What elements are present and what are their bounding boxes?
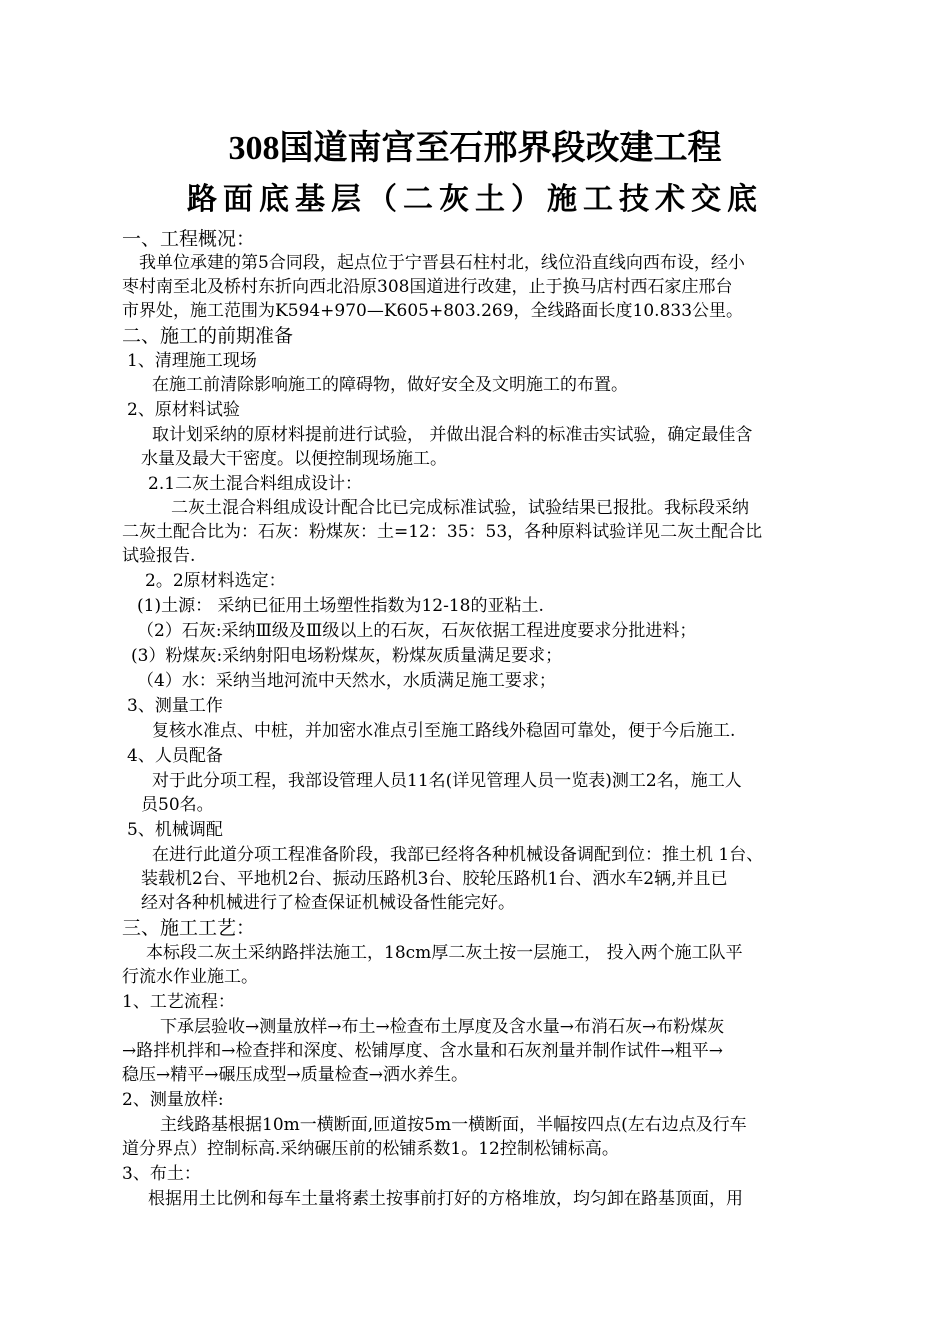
paragraph-line: 水量及最大干密度。以便控制现场施工。 (141, 449, 447, 469)
section-heading: 一、工程概况： (122, 228, 256, 250)
paragraph-line: 下承层验收→测量放样→布土→检查布土厚度及含水量→布消石灰→布粉煤灰 (160, 1017, 725, 1037)
paragraph-line: 二灰土配合比为：石灰：粉煤灰：土=12：35：53，各种原料试验详见二灰土配合比 (122, 522, 763, 542)
subsection-heading: 3、测量工作 (127, 696, 223, 716)
paragraph-line: (1)土源： 采纳已征用土场塑性指数为12-18的亚粘土. (137, 596, 544, 616)
paragraph-line: 装载机2台、平地机2台、振动压路机3台、胶轮压路机1台、洒水车2辆,并且已 (141, 869, 728, 889)
paragraph-line: 枣村南至北及桥村东折向西北沿原308国道进行改建，止于换马店村西石家庄邢台 (122, 277, 733, 297)
paragraph-line: 市界处，施工范围为K594+970—K605+803.269，全线路面长度10.833公里。 (122, 301, 744, 321)
paragraph-line: (3）粉煤灰:采纳射阳电场粉煤灰，粉煤灰质量满足要求； (131, 646, 563, 666)
paragraph-line: 经对各种机械进行了检查保证机械设备性能完好。 (141, 893, 515, 913)
paragraph-line: 试验报告. (122, 546, 196, 566)
paragraph-line: 二灰土混合料组成设计配合比已完成标准试验，试验结果已报批。我标段采纳 (171, 498, 749, 518)
document-subtitle: 路面底基层（二灰土）施工技术交底 (187, 182, 763, 217)
paragraph-line: 复核水准点、中桩，并加密水准点引至施工路线外稳固可靠处，便于今后施工. (152, 721, 736, 741)
document-title: 308国道南宫至石邢界段改建工程 (228, 130, 722, 167)
paragraph-line: 在进行此道分项工程准备阶段，我部已经将各种机械设备调配到位：推土机 1台、 (152, 845, 764, 865)
paragraph-line: （4）水：采纳当地河流中天然水，水质满足施工要求； (137, 671, 556, 691)
subsection-heading: 4、人员配备 (127, 746, 223, 766)
paragraph-line: 取计划采纳的原材料提前进行试验， 并做出混合料的标准击实试验，确定最佳含 (152, 425, 753, 445)
subsection-heading: 2。2原材料选定： (145, 571, 286, 591)
paragraph-line: →路拌机拌和→检查拌和深度、松铺厚度、含水量和石灰剂量并制作试件→粗平→ (122, 1041, 723, 1061)
paragraph-line: 根据用土比例和每车土量将素土按事前打好的方格堆放，均匀卸在路基顶面，用 (148, 1189, 743, 1209)
section-heading: 二、施工的前期准备 (122, 325, 294, 347)
subsection-heading: 5、机械调配 (127, 820, 223, 840)
paragraph-line: （2）石灰:采纳Ⅲ级及Ⅲ级以上的石灰，石灰依据工程进度要求分批进料； (137, 621, 697, 641)
paragraph-line: 在施工前清除影响施工的障碍物，做好安全及文明施工的布置。 (152, 375, 628, 395)
paragraph-line: 行流水作业施工。 (122, 967, 258, 987)
paragraph-line: 员50名。 (141, 795, 214, 815)
paragraph-line: 道分界点）控制标高.采纳碾压前的松铺系数1。12控制松铺标高。 (122, 1139, 619, 1159)
subsection-heading: 2、测量放样: (122, 1090, 224, 1110)
paragraph-line: 本标段二灰土采纳路拌法施工，18cm厚二灰土按一层施工， 投入两个施工队平 (146, 943, 743, 963)
subsection-heading: 2.1二灰土混合料组成设计： (148, 474, 363, 494)
paragraph-line: 对于此分项工程，我部设管理人员11名(详见管理人员一览表)测工2名，施工人 (152, 771, 742, 791)
subsection-heading: 1、工艺流程： (122, 992, 235, 1012)
subsection-heading: 2、原材料试验 (127, 400, 240, 420)
paragraph-line: 主线路基根据10m一横断面,匝道按5m一横断面，半幅按四点(左右边点及行车 (160, 1115, 747, 1135)
subsection-heading: 3、布土： (122, 1164, 201, 1184)
section-heading: 三、施工工艺： (122, 917, 256, 939)
paragraph-line: 稳压→精平→碾压成型→质量检查→洒水养生。 (122, 1065, 468, 1085)
subsection-heading: 1、清理施工现场 (127, 351, 257, 371)
paragraph-line: 我单位承建的第5合同段，起点位于宁晋县石柱村北，线位沿直线向西布设，经小 (139, 253, 745, 273)
